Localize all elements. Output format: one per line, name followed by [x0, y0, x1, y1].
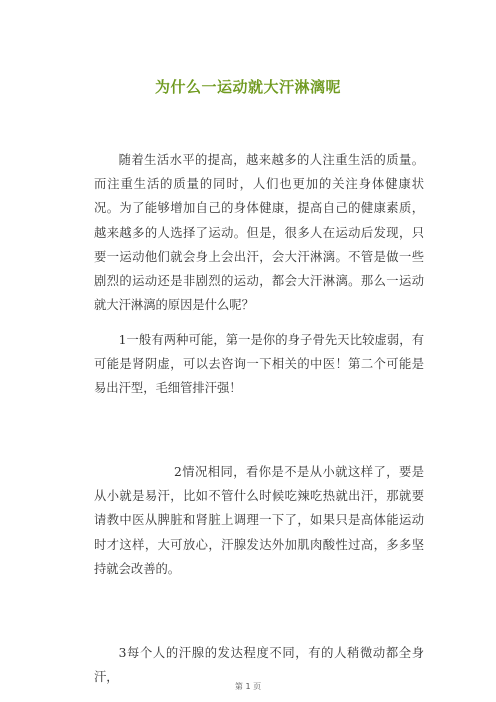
paragraph-point-2: 2情况相同，看你是不是从小就这样了，要是从小就是易汗，比如不管什么时候吃辣吃热就出汗，那就要请教中医从脾脏和肾脏上调理一下了，如果只是高体能运动时才这样，大可放心，汗腺发达外加肌肉酸性过高，多多坚持就会改善的。 — [94, 465, 424, 576]
document-title: 为什么一运动就大汗淋漓呢 — [154, 78, 341, 96]
paragraph-intro: 随着生活水平的提高，越来越多的人注重生活的质量。而注重生活的质量的同时，人们也更加的关注身体健康状况。为了能够增加自己的身体健康，提高自己的健康素质，越来越多的人选择了运动。但是，很多人在运动后发现，只要一运动他们就会身上会出汗，会大汗淋漓。不管是做一些剧烈的运动还是非剧烈的运动，都会大汗淋漓。那么一运动就大汗淋漓的原因是什么呢？ — [94, 153, 424, 313]
paragraph-point-3: 3每个人的汗腺的发达程度不同，有的人稍微动都全身汗， — [94, 646, 424, 685]
paragraph-point-1: 1一般有两种可能，第一是你的身子骨先天比较虚弱，有可能是肾阴虚，可以去咨询一下相关的中医！第二个可能是易出汗型，毛细管排汗强！ — [94, 333, 424, 396]
page-number: 第 1 页 — [234, 682, 262, 691]
